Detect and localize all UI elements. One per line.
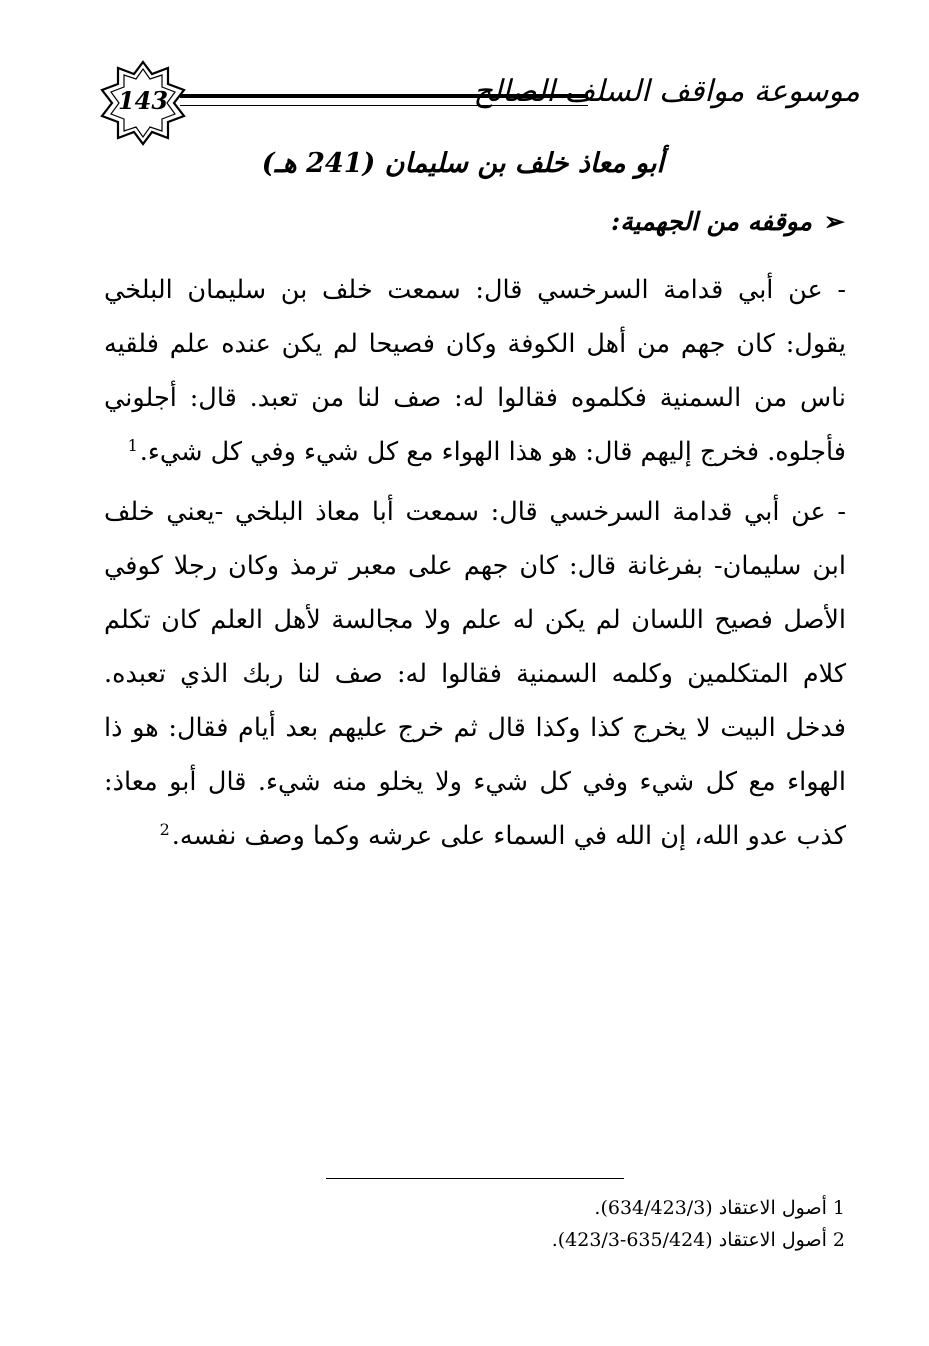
footnote-ref: 1	[127, 435, 138, 455]
footnote-number: 2	[832, 1229, 845, 1251]
subsection-heading	[611, 207, 845, 236]
footnote-text: أصول الاعتقاد (634/423/3).	[594, 1197, 827, 1219]
footnote-number: 1	[832, 1197, 845, 1219]
footnote-ref: 2	[159, 819, 170, 839]
arrow-bullet-icon: ➢	[824, 207, 845, 236]
paragraph	[104, 263, 846, 479]
page-header	[100, 60, 860, 160]
footnote-separator	[326, 1178, 624, 1179]
section-heading: أبو معاذ خلف بن سليمان (241 هـ)	[261, 148, 664, 179]
paragraph	[104, 485, 846, 863]
series-title: موسوعة مواقف السلف الصالح	[473, 74, 860, 109]
paragraph-text: - عن أبي قدامة السرخسي قال: سمعت خلف بن سليمان البلخي يقول: كان جهم من أهل الكوفة وكان فصيحا لم يكن عنده علم فلقيه ناس من السمنية فكلموه فقالوا له: صف لنا من تعبد. قال: أجلوني فأجلوه. فخرج إليهم قال: هو هذا الهواء مع كل شيء وفي كل شيء.	[104, 275, 846, 467]
footnotes	[245, 1192, 845, 1256]
footnote-text: أصول الاعتقاد (635/424-423/3).	[551, 1229, 827, 1251]
subsection-heading-text: موقفه من الجهمية:	[611, 207, 813, 236]
paragraph-text: - عن أبي قدامة السرخسي قال: سمعت أبا معاذ البلخي -يعني خلف ابن سليمان- بفرغانة قال: كان جهم على معبر ترمذ وكان رجلا كوفي الأصل فصيح اللسان لم يكن له علم ولا مجالسة لأهل العلم كان تكلم كلام المتكلمين وكلمه السمنية فقالوا له: صف لنا ربك الذي تعبده. فدخل البيت لا يخرج كذا وكذا قال ثم خرج عليهم بعد أيام فقال: هو ذا الهواء مع كل شيء وفي كل شيء ولا يخلو منه شيء. قال أبو معاذ: كذب عدو الله، إن الله في السماء على عرشه وكما وصف نفسه.	[104, 497, 846, 851]
page-number: 143	[117, 86, 169, 115]
footnote	[245, 1224, 845, 1256]
footnote	[245, 1192, 845, 1224]
